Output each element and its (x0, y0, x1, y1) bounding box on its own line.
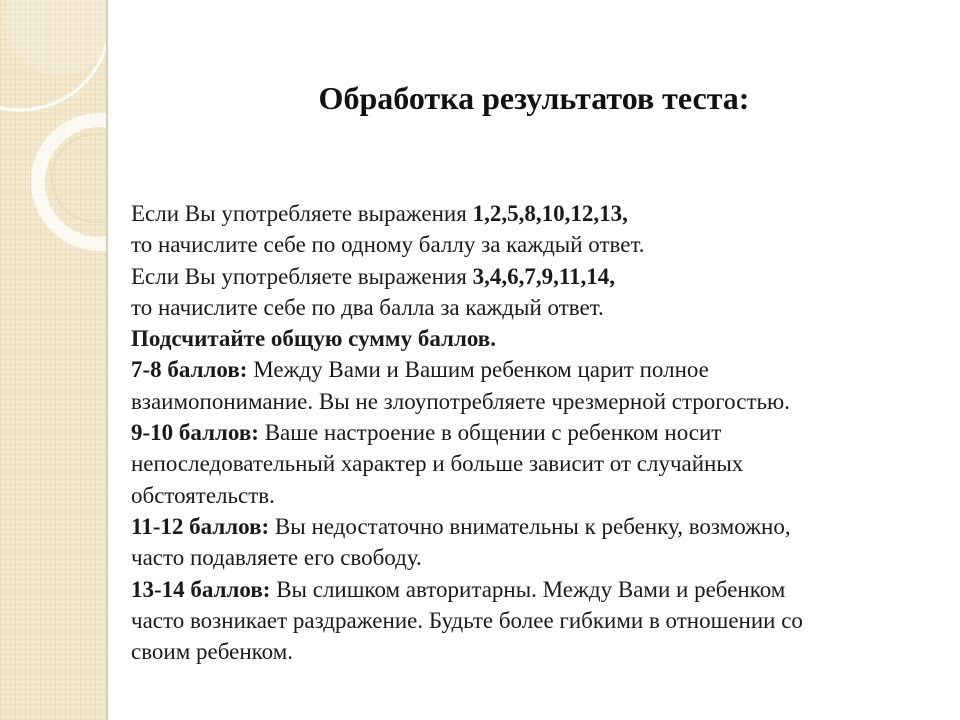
ring-top-fill (5, 0, 106, 75)
ring-middle (38, 120, 106, 244)
body-line (131, 292, 931, 323)
body-line (131, 261, 931, 292)
body-line-text: Между Вами и Вашим ребенком царит полное (247, 357, 709, 383)
body-line-text: Если Вы употребляете выражения (131, 263, 473, 289)
body-line-text: Ваше настроение в общении с ребенком носит (258, 420, 722, 446)
body-line (131, 636, 931, 667)
body-line (131, 417, 931, 448)
body-line (131, 542, 931, 573)
decorative-sidebar (0, 0, 106, 720)
body-line (131, 323, 931, 354)
body-line-text: своим ребенком. (131, 639, 294, 665)
body-line (131, 480, 931, 511)
body-line-bold: 11-12 баллов: (131, 513, 270, 539)
body-line-bold: 13-14 баллов: (131, 576, 271, 602)
body-line-text: Вы недостаточно внимательны к ребенку, возможно, (269, 513, 791, 539)
body-line-text: то начислите себе по одному баллу за каждый ответ. (131, 232, 645, 258)
body-line-text: часто возникает раздражение. Будьте более гибкими в отношении со (131, 607, 803, 633)
decorative-rings (0, 0, 106, 720)
body-line (131, 511, 931, 542)
body-line-bold-tail: 3,4,6,7,9,11,14, (472, 263, 616, 289)
body-line-text: непоследовательный характер и больше зависит от случайных (131, 451, 744, 477)
body-line-text: взаимопонимание. Вы не злоупотребляете чрезмерной строгостью. (131, 388, 790, 414)
body-line (131, 198, 931, 229)
body-line-bold: Подсчитайте общую сумму баллов. (131, 326, 496, 352)
body-line-bold-tail: 1,2,5,8,10,12,13, (472, 201, 628, 226)
body-line-bold: 9-10 баллов: (131, 420, 259, 446)
slide-body (131, 198, 931, 667)
body-line (131, 448, 931, 479)
body-line (131, 605, 931, 636)
body-line-text: то начислите себе по два балла за каждый ответ. (131, 294, 604, 320)
body-line-text: часто подавляете его свободу. (131, 545, 422, 571)
body-line-text: Вы слишком авторитарны. Между Вами и ребенком (270, 576, 786, 602)
body-line-text: Если Вы употребляете выражения (131, 201, 473, 226)
body-line (131, 574, 931, 605)
body-line (131, 354, 931, 385)
slide-title: Обработка результатов теста: (318, 80, 750, 116)
body-line-text: обстоятельств. (131, 482, 275, 508)
ring-middle-inner (52, 134, 106, 222)
body-line-bold: 7-8 баллов: (131, 357, 248, 383)
body-line (131, 229, 931, 260)
body-line (131, 386, 931, 417)
